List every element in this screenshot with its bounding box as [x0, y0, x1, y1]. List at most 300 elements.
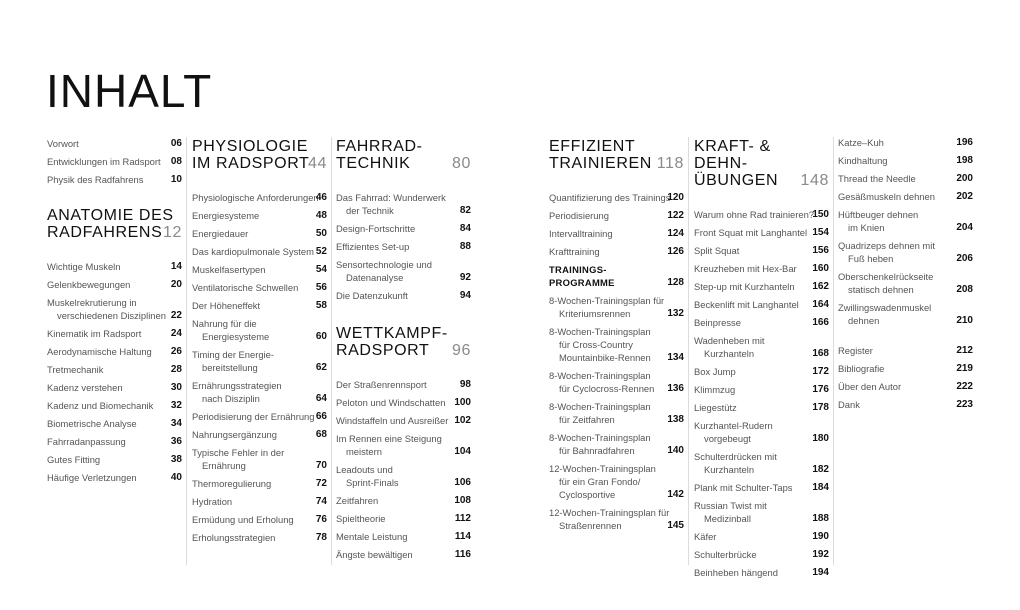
- section-heading-line: RADSPORT: [336, 342, 430, 359]
- toc-entry-title: Liegestütz: [694, 402, 737, 413]
- toc-page-number: 182: [812, 464, 829, 475]
- toc-entry[interactable]: [694, 419, 829, 445]
- toc-entry-title: Hüftbeuger dehnen: [838, 209, 919, 220]
- toc-page-number: 142: [667, 489, 684, 500]
- toc-entry-title: Quantifizierung des Trainings: [549, 192, 671, 203]
- toc-entry[interactable]: [192, 263, 327, 276]
- toc-column-5: [694, 138, 829, 584]
- toc-entry[interactable]: [192, 245, 327, 258]
- toc-page-number: 112: [454, 513, 471, 524]
- section-heading[interactable]: [192, 138, 327, 172]
- column-divider: [331, 137, 332, 565]
- toc-entry-title: Energiedauer: [192, 228, 249, 239]
- toc-entry[interactable]: [694, 450, 829, 476]
- toc-entry-title: Kadenz und Biomechanik: [47, 400, 154, 411]
- toc-entry-title: Muskelfasertypen: [192, 264, 266, 275]
- toc-entry-title: 12-Wochen-Trainingsplan für: [549, 507, 670, 518]
- toc-entry-title: Straßenrennen: [559, 520, 622, 531]
- toc-entry-title: Beckenlift mit Langhantel: [694, 299, 799, 310]
- toc-page-number: 212: [956, 345, 973, 356]
- toc-entry[interactable]: [549, 209, 684, 222]
- toc-page-number: 46: [315, 192, 327, 203]
- toc-entry[interactable]: [694, 530, 829, 543]
- toc-entry-title: Quadrizeps dehnen mit: [838, 240, 935, 251]
- section-heading-line: WETTKAMPF-: [336, 325, 448, 342]
- toc-page-number: 208: [956, 284, 973, 295]
- toc-entry[interactable]: [694, 334, 829, 360]
- toc-entry-title: Leadouts und: [336, 464, 393, 475]
- toc-section: [47, 137, 182, 186]
- toc-entry-title: nach Disziplin: [202, 393, 260, 404]
- toc-entry[interactable]: [549, 369, 684, 395]
- section-page-number: 118: [656, 155, 684, 172]
- toc-page-number: 56: [315, 282, 327, 293]
- toc-entry[interactable]: [838, 344, 973, 357]
- toc-entry-title: Wadenheben mit: [694, 335, 765, 346]
- toc-section: [694, 138, 829, 579]
- toc-entry[interactable]: [549, 506, 684, 532]
- toc-entry-title: Fahrradanpassung: [47, 436, 126, 447]
- section-heading-line: IM RADSPORT: [192, 155, 310, 172]
- toc-entry-title: Kurzhanteln: [704, 348, 755, 359]
- toc-page-number: 120: [667, 192, 684, 203]
- toc-entry-title: Das kardiopulmonale System: [192, 246, 314, 257]
- toc-page-number: 204: [956, 222, 973, 233]
- toc-page-number: 98: [459, 379, 471, 390]
- toc-entry[interactable]: [838, 208, 973, 234]
- toc-entry-title: Russian Twist mit: [694, 500, 767, 511]
- toc-entry[interactable]: [694, 401, 829, 414]
- toc-page-number: 180: [812, 433, 829, 444]
- toc-page-number: 78: [315, 532, 327, 543]
- toc-page-number: 22: [170, 310, 182, 321]
- toc-entry[interactable]: [694, 548, 829, 561]
- toc-entry[interactable]: [47, 345, 182, 358]
- toc-entry-title: Periodisierung: [549, 210, 609, 221]
- toc-entry-title: Warum ohne Rad trainieren?: [694, 209, 815, 220]
- toc-entry-title: Fuß heben: [848, 253, 894, 264]
- toc-entry[interactable]: [192, 513, 327, 526]
- toc-page-number: 166: [812, 317, 829, 328]
- toc-entry-title: Schulterdrücken mit: [694, 451, 777, 462]
- toc-entry-title: Typische Fehler in der: [192, 447, 285, 458]
- toc-entry-title: 12-Wochen-Trainingsplan: [549, 463, 656, 474]
- toc-entry[interactable]: [838, 398, 973, 411]
- toc-entry-title: Medizinball: [704, 513, 751, 524]
- toc-page-number: 134: [667, 352, 684, 363]
- toc-page-number: 222: [956, 381, 973, 392]
- toc-entry[interactable]: [192, 446, 327, 472]
- toc-entry-title: Zwillingswadenmuskel: [838, 302, 932, 313]
- toc-page-number: 74: [315, 496, 327, 507]
- toc-entry[interactable]: [192, 428, 327, 441]
- toc-entry-title: Bibliografie: [838, 363, 885, 374]
- toc-entry[interactable]: [549, 400, 684, 426]
- section-page-number: 96: [452, 342, 471, 359]
- toc-entry[interactable]: [47, 417, 182, 430]
- toc-entry[interactable]: [838, 380, 973, 393]
- toc-page-number: 126: [667, 246, 684, 257]
- toc-entry[interactable]: [838, 172, 973, 185]
- toc-page-number: 76: [315, 514, 327, 525]
- toc-entry-title: Krafttraining: [549, 246, 600, 257]
- toc-entry[interactable]: [838, 270, 973, 296]
- section-heading[interactable]: [336, 138, 471, 172]
- toc-entry-title: Front Squat mit Langhantel: [694, 227, 808, 238]
- toc-entry-title: 8-Wochen-Trainingsplan: [549, 401, 651, 412]
- toc-entry-title: bereitstellung: [202, 362, 258, 373]
- toc-entry[interactable]: [192, 191, 327, 204]
- toc-page-number: 60: [315, 331, 327, 342]
- toc-entry-title: für Cross-Country: [559, 339, 633, 350]
- section-page-number: 148: [800, 172, 829, 189]
- toc-entry[interactable]: [549, 325, 684, 364]
- toc-entry[interactable]: [838, 154, 973, 167]
- toc-entry[interactable]: [47, 471, 182, 484]
- toc-column-2: [192, 138, 327, 549]
- toc-entry-title: Thread the Needle: [838, 173, 916, 184]
- toc-page-number: 136: [667, 383, 684, 394]
- toc-entry-title: Ernährungsstrategien: [192, 380, 282, 391]
- section-heading-line: TRAINIEREN: [549, 155, 652, 172]
- toc-page-number: 196: [956, 137, 973, 148]
- toc-entry[interactable]: [694, 316, 829, 329]
- toc-entry-title: TRAININGS-: [549, 264, 607, 275]
- toc-entry-title: Windstaffeln und Ausreißer: [336, 415, 449, 426]
- toc-entry-title: 8-Wochen-Trainingsplan: [549, 370, 651, 381]
- toc-entry-title: Beinpresse: [694, 317, 741, 328]
- toc-entry-title: Der Straßenrennsport: [336, 379, 427, 390]
- toc-page-number: 70: [315, 460, 327, 471]
- toc-page-number: 68: [315, 429, 327, 440]
- toc-entry[interactable]: [694, 226, 829, 239]
- toc-entry-title: Register: [838, 345, 873, 356]
- toc-column-1: [47, 137, 182, 489]
- toc-page-number: 202: [956, 191, 973, 202]
- toc-entry[interactable]: [336, 494, 471, 507]
- toc-entry[interactable]: [549, 191, 684, 204]
- toc-entry-title: Datenanalyse: [346, 272, 404, 283]
- toc-page-number: 156: [812, 245, 829, 256]
- toc-entry[interactable]: [694, 208, 829, 221]
- page-title: INHALT: [46, 65, 213, 117]
- toc-entry-title: Peloton und Windschatten: [336, 397, 446, 408]
- toc-page-number: 108: [454, 495, 471, 506]
- toc-entry[interactable]: [838, 190, 973, 203]
- toc-page-number: 06: [170, 138, 182, 149]
- toc-page-number: 192: [812, 549, 829, 560]
- toc-entry[interactable]: [192, 410, 327, 423]
- toc-entry-title: Energiesysteme: [202, 331, 270, 342]
- toc-entry[interactable]: [549, 431, 684, 457]
- toc-entry-title: Entwicklungen im Radsport: [47, 156, 161, 167]
- toc-entry-title: Periodisierung der Ernährung: [192, 411, 315, 422]
- section-heading-line: ÜBUNGEN: [694, 172, 779, 189]
- toc-page-number: 140: [667, 445, 684, 456]
- toc-page-number: 145: [667, 520, 684, 531]
- toc-entry[interactable]: [549, 462, 684, 501]
- toc-entry[interactable]: [694, 262, 829, 275]
- section-heading[interactable]: [549, 138, 684, 172]
- toc-entry[interactable]: [336, 240, 471, 253]
- toc-page-number: 154: [812, 227, 829, 238]
- toc-column-6: [838, 136, 973, 416]
- toc-entry[interactable]: [336, 191, 471, 217]
- section-heading-line: KRAFT- & DEHN-: [694, 138, 771, 172]
- toc-entry[interactable]: [47, 278, 182, 291]
- toc-page-number: 132: [667, 308, 684, 319]
- section-heading-line: FAHRRAD-: [336, 138, 423, 155]
- toc-entry-title: Split Squat: [694, 245, 740, 256]
- toc-entry-title: vorgebeugt: [704, 433, 751, 444]
- section-page-number: 12: [163, 224, 182, 241]
- toc-entry-title: für Bahnradfahren: [559, 445, 635, 456]
- toc-page-number: 28: [170, 364, 182, 375]
- toc-entry-title: Schulterbrücke: [694, 549, 757, 560]
- toc-page-number: 150: [812, 209, 829, 220]
- toc-page-number: 34: [170, 418, 182, 429]
- toc-entry[interactable]: [47, 399, 182, 412]
- toc-entry-title: Kindhaltung: [838, 155, 888, 166]
- toc-entry[interactable]: [336, 289, 471, 302]
- toc-entry-title: Die Datenzukunft: [336, 290, 408, 301]
- toc-entry-title: Käfer: [694, 531, 717, 542]
- toc-entry-title: Kriteriumsrennen: [559, 308, 631, 319]
- toc-entry[interactable]: [47, 296, 182, 322]
- toc-entry[interactable]: [694, 244, 829, 257]
- column-divider: [688, 137, 689, 565]
- toc-section: [47, 207, 182, 484]
- toc-entry[interactable]: [694, 298, 829, 311]
- toc-page-number: 30: [170, 382, 182, 393]
- toc-entry-title: Thermoregulierung: [192, 478, 272, 489]
- toc-entry-title: Ermüdung und Erholung: [192, 514, 294, 525]
- toc-entry-title: 8-Wochen-Trainingsplan für: [549, 295, 665, 306]
- toc-entry[interactable]: [336, 396, 471, 409]
- toc-entry[interactable]: [694, 383, 829, 396]
- toc-page-number: 104: [454, 446, 471, 457]
- toc-entry-title: Nahrungsergänzung: [192, 429, 277, 440]
- toc-entry[interactable]: [336, 530, 471, 543]
- toc-entry[interactable]: [192, 477, 327, 490]
- section-heading[interactable]: [336, 325, 471, 359]
- toc-entry-title: dehnen: [848, 315, 880, 326]
- toc-section: [336, 138, 471, 302]
- toc-page-number: 198: [956, 155, 973, 166]
- toc-entry[interactable]: [47, 155, 182, 168]
- toc-entry[interactable]: [192, 209, 327, 222]
- toc-entry[interactable]: [336, 378, 471, 391]
- toc-page-number: 184: [812, 482, 829, 493]
- toc-page-number: 206: [956, 253, 973, 264]
- toc-entry-title: Step-up mit Kurzhanteln: [694, 281, 795, 292]
- toc-page-number: 10: [170, 174, 182, 185]
- toc-entry[interactable]: [549, 294, 684, 320]
- toc-page-number: 88: [459, 241, 471, 252]
- toc-entry-title: Mentale Leistung: [336, 531, 408, 542]
- section-heading-line: ANATOMIE DES: [47, 207, 174, 224]
- toc-entry[interactable]: [47, 453, 182, 466]
- toc-entry-title: Sprint-Finals: [346, 477, 399, 488]
- toc-entry-title: Intervalltraining: [549, 228, 613, 239]
- toc-section: [838, 136, 973, 327]
- section-heading[interactable]: [694, 138, 829, 189]
- toc-entry-title: Sensortechnologie und: [336, 259, 432, 270]
- toc-page-number: 24: [170, 328, 182, 339]
- toc-page-number: 172: [812, 366, 829, 377]
- section-heading[interactable]: [47, 207, 182, 241]
- toc-entry[interactable]: [694, 566, 829, 579]
- toc-entry[interactable]: [336, 414, 471, 427]
- toc-page-number: 58: [315, 300, 327, 311]
- toc-entry[interactable]: [47, 173, 182, 186]
- toc-page-number: 50: [315, 228, 327, 239]
- toc-page-number: 116: [454, 549, 471, 560]
- toc-entry[interactable]: [47, 381, 182, 394]
- toc-entry-title: 8-Wochen-Trainingsplan: [549, 432, 651, 443]
- toc-entry-title: 8-Wochen-Trainingsplan: [549, 326, 651, 337]
- toc-section: [192, 138, 327, 544]
- toc-page-number: 08: [170, 156, 182, 167]
- toc-page-number: 52: [315, 246, 327, 257]
- toc-page-number: 26: [170, 346, 182, 357]
- toc-page-number: 176: [812, 384, 829, 395]
- toc-entry-title: Kinematik im Radsport: [47, 328, 142, 339]
- toc-page-number: 164: [812, 299, 829, 310]
- toc-entry[interactable]: [47, 327, 182, 340]
- toc-page-number: 62: [315, 362, 327, 373]
- toc-entry-title: Erholungsstrategien: [192, 532, 276, 543]
- column-divider: [186, 137, 187, 565]
- toc-entry-title: Ventilatorische Schwellen: [192, 282, 299, 293]
- toc-page-number: 38: [170, 454, 182, 465]
- toc-entry-title: Nahrung für die: [192, 318, 257, 329]
- toc-page-number: 223: [956, 399, 973, 410]
- toc-page-number: 188: [812, 513, 829, 524]
- toc-entry-title: der Technik: [346, 205, 394, 216]
- toc-entry-title: Timing der Energie-: [192, 349, 274, 360]
- toc-entry-title: Gutes Fitting: [47, 454, 101, 465]
- toc-entry-title: Mountainbike-Rennen: [559, 352, 651, 363]
- section-page-number: 80: [452, 155, 471, 172]
- toc-entry-title: Effizientes Set-up: [336, 241, 410, 252]
- toc-page-number: 94: [459, 290, 471, 301]
- toc-entry[interactable]: [694, 481, 829, 494]
- toc-entry-title: Häufige Verletzungen: [47, 472, 137, 483]
- toc-page-number: 162: [812, 281, 829, 292]
- toc-entry[interactable]: [192, 531, 327, 544]
- toc-page-number: 66: [315, 411, 327, 422]
- toc-page-number: 32: [170, 400, 182, 411]
- toc-entry-title: Gesäßmuskeln dehnen: [838, 191, 935, 202]
- toc-entry[interactable]: [192, 495, 327, 508]
- toc-page-number: 128: [667, 277, 684, 288]
- toc-column-3: [336, 138, 471, 566]
- toc-entry[interactable]: [192, 299, 327, 312]
- toc-page-number: 124: [667, 228, 684, 239]
- toc-subsection[interactable]: [549, 263, 684, 289]
- toc-entry-title: Oberschenkelrückseite: [838, 271, 934, 282]
- toc-page-number: 92: [459, 272, 471, 283]
- toc-entry[interactable]: [192, 281, 327, 294]
- toc-entry-title: Kreuzheben mit Hex-Bar: [694, 263, 797, 274]
- toc-entry[interactable]: [838, 239, 973, 265]
- toc-entry-title: Klimmzug: [694, 384, 736, 395]
- toc-entry[interactable]: [47, 260, 182, 273]
- toc-page-number: 178: [812, 402, 829, 413]
- toc-page-number: 72: [315, 478, 327, 489]
- toc-entry-title: Ernährung: [202, 460, 246, 471]
- toc-entry-title: Biometrische Analyse: [47, 418, 137, 429]
- toc-entry-title: meistern: [346, 446, 382, 457]
- column-divider: [833, 137, 834, 565]
- toc-entry[interactable]: [694, 365, 829, 378]
- toc-page-number: 194: [812, 567, 829, 578]
- toc-page-number: 82: [459, 205, 471, 216]
- toc-page-number: 40: [170, 472, 182, 483]
- toc-entry[interactable]: [838, 136, 973, 149]
- toc-entry-title: Kadenz verstehen: [47, 382, 123, 393]
- toc-entry[interactable]: [336, 222, 471, 235]
- toc-entry-title: Tretmechanik: [47, 364, 104, 375]
- toc-entry[interactable]: [336, 463, 471, 489]
- toc-entry[interactable]: [694, 499, 829, 525]
- toc-entry-title: Design-Fortschritte: [336, 223, 416, 234]
- toc-entry-title: Dank: [838, 399, 860, 410]
- toc-entry[interactable]: [549, 245, 684, 258]
- toc-page-number: 54: [315, 264, 327, 275]
- toc-entry[interactable]: [838, 301, 973, 327]
- toc-page-number: 36: [170, 436, 182, 447]
- toc-entry-title: Physiologische Anforderungen: [192, 192, 319, 203]
- toc-entry-title: Cyclosportive: [559, 489, 616, 500]
- toc-entry-title: Physik des Radfahrens: [47, 174, 144, 185]
- toc-entry[interactable]: [336, 512, 471, 525]
- toc-page-number: 100: [454, 397, 471, 408]
- toc-entry-title: Das Fahrrad: Wunderwerk: [336, 192, 446, 203]
- toc-entry-title: Im Rennen eine Steigung: [336, 433, 442, 444]
- toc-entry[interactable]: [192, 317, 327, 343]
- toc-entry[interactable]: [192, 379, 327, 405]
- toc-entry-title: Muskelrekrutierung in: [47, 297, 137, 308]
- toc-entry-title: Wichtige Muskeln: [47, 261, 121, 272]
- toc-entry[interactable]: [336, 432, 471, 458]
- toc-entry-title: Vorwort: [47, 138, 79, 149]
- toc-entry[interactable]: [694, 280, 829, 293]
- toc-entry-title: Gelenkbewegungen: [47, 279, 131, 290]
- section-heading-line: RADFAHRENS: [47, 224, 163, 241]
- toc-entry[interactable]: [336, 548, 471, 561]
- toc-entry[interactable]: [47, 137, 182, 150]
- toc-entry-title: Ängste bewältigen: [336, 549, 413, 560]
- toc-section: [336, 325, 471, 561]
- toc-entry-title: für ein Gran Fondo/: [559, 476, 641, 487]
- toc-entry[interactable]: [838, 362, 973, 375]
- toc-page-number: 106: [454, 477, 471, 488]
- toc-entry-title: Über den Autor: [838, 381, 902, 392]
- toc-entry[interactable]: [192, 348, 327, 374]
- toc-entry[interactable]: [549, 227, 684, 240]
- toc-entry[interactable]: [192, 227, 327, 240]
- toc-entry[interactable]: [47, 363, 182, 376]
- toc-page-number: 48: [315, 210, 327, 221]
- section-heading-line: PHYSIOLOGIE: [192, 138, 308, 155]
- toc-entry-title: im Knien: [848, 222, 885, 233]
- toc-entry[interactable]: [47, 435, 182, 448]
- toc-entry[interactable]: [336, 258, 471, 284]
- toc-page-number: 138: [667, 414, 684, 425]
- toc-entry-title: Beinheben hängend: [694, 567, 778, 578]
